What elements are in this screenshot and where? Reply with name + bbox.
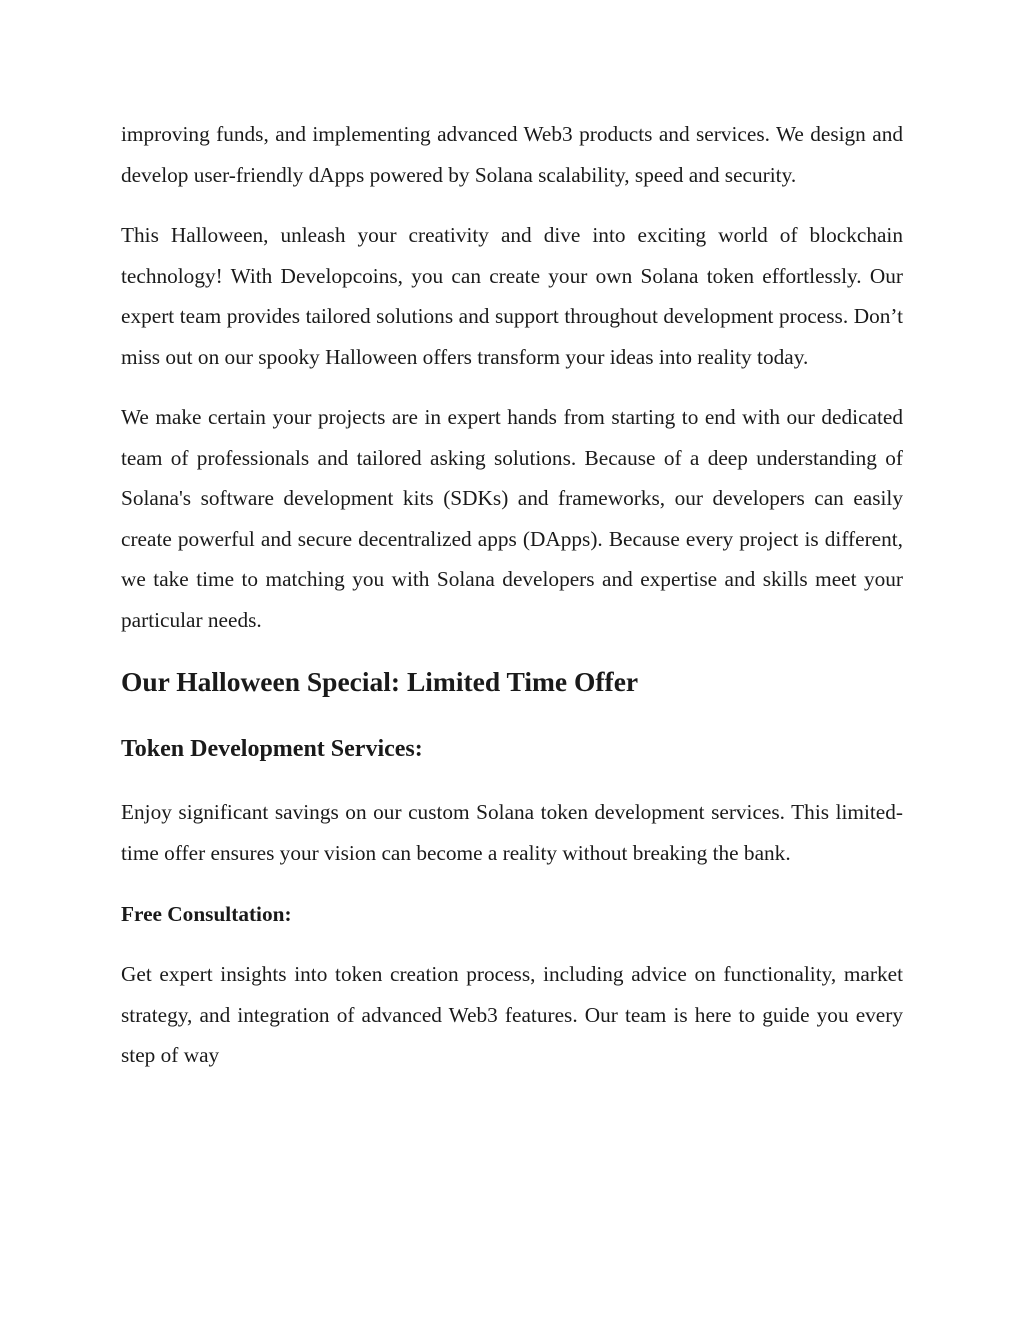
token-services-paragraph: Enjoy significant savings on our custom Solana token development services. This limited-time offer ensures your vision can become a reality without breaking the bank.: [121, 800, 903, 865]
intro-paragraph: improving funds, and implementing advanced Web3 products and services. We design and develop user-friendly dApps powered by Solana scalability, speed and security.: [121, 122, 903, 187]
experts-paragraph: We make certain your projects are in expert hands from starting to end with our dedicated team of professionals and tailored asking solutions. Because of a deep understanding of Solana's software development kits (SDKs) and frameworks, our developers can easily create powerful and secure decentralized apps (DApps). Because every project is different, we take time to matching you with Solana developers and expertise and skills meet your particular needs.: [121, 405, 903, 632]
halloween-paragraph: This Halloween, unleash your creativity and dive into exciting world of blockchain technology! With Developcoins, you can create your own Solana token effortlessly. Our expert team provides tailored solutions and support throughout development process. Don’t miss out on our spooky Halloween offers transform your ideas into reality today.: [121, 223, 903, 369]
token-services-heading: Token Development Services:: [121, 736, 423, 762]
free-consultation-paragraph: Get expert insights into token creation process, including advice on functionality, market strategy, and integration of advanced Web3 features. Our team is here to guide you every step of way: [121, 962, 903, 1067]
free-consultation-heading: Free Consultation:: [121, 902, 292, 926]
special-offer-heading: Our Halloween Special: Limited Time Offer: [121, 666, 639, 697]
document-page: [121, 114, 903, 1076]
